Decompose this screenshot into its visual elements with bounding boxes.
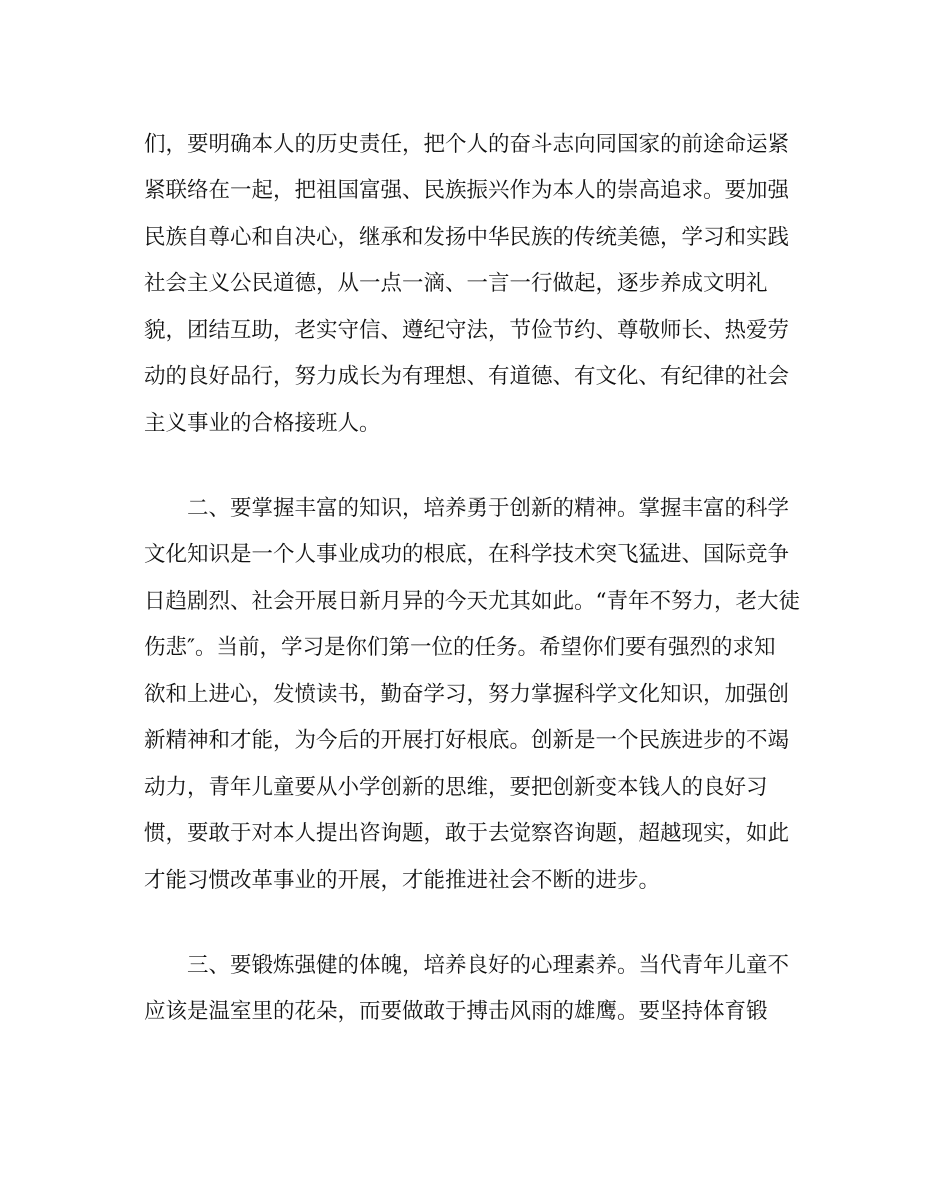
paragraph-1-line-6: 动的良好品行，努力成长为有理想、有道德、有文化、有纪律的社会 (144, 364, 790, 389)
paragraph-2-line-1: 二、要掌握丰富的知识，培养勇于创新的精神。掌握丰富的科学 (187, 496, 790, 521)
paragraph-2-line-7: 动力，青年儿童要从小学创新的思维，要把创新变本钱人的良好习 (144, 775, 768, 800)
paragraph-2-line-6: 新精神和才能，为今后的开展打好根底。创新是一个民族进步的不竭 (144, 728, 790, 753)
paragraph-1-line-5: 貌，团结互助，老实守信、遵纪守法，节俭节约、尊敬师长、热爱劳 (144, 318, 790, 343)
paragraph-1-line-4: 社会主义公民道德，从一点一滴、一言一行做起，逐步养成文明礼 (144, 271, 768, 296)
paragraph-1-line-3: 民族自尊心和自决心，继承和发扬中华民族的传统美德，学习和实践 (144, 225, 790, 250)
paragraph-2-line-8: 惯，要敢于对本人提出咨询题，敢于去觉察咨询题，超越现实，如此 (144, 821, 790, 846)
paragraph-2-line-4: 伤悲″。当前，学习是你们第一位的任务。希望你们要有强烈的求知 (144, 635, 776, 660)
paragraph-3-line-1: 三、要锻炼强健的体魄，培养良好的心理素养。当代青年儿童不 (187, 953, 790, 978)
paragraph-3-line-2: 应该是温室里的花朵，而要做敢于搏击风雨的雄鹰。要坚持体育锻 (144, 999, 768, 1024)
paragraph-1-line-7: 主义事业的合格接班人。 (144, 411, 381, 436)
paragraph-2-line-5: 欲和上进心，发愤读书，勤奋学习，努力掌握科学文化知识，加强创 (144, 682, 790, 707)
paragraph-2-line-2: 文化知识是一个人事业成功的根底，在科学技术突飞猛进、国际竞争 (144, 542, 790, 567)
paragraph-1-line-2: 紧联络在一起，把祖国富强、民族振兴作为本人的崇高追求。要加强 (144, 178, 790, 203)
paragraph-1-line-1: 们，要明确本人的历史责任，把个人的奋斗志向同国家的前途命运紧 (144, 132, 790, 157)
paragraph-2-line-3: 日趋剧烈、社会开展日新月异的今天尤其如此。“青年不努力，老大徒 (144, 589, 800, 614)
paragraph-2-line-9: 才能习惯改革事业的开展，才能推进社会不断的进步。 (144, 868, 661, 893)
